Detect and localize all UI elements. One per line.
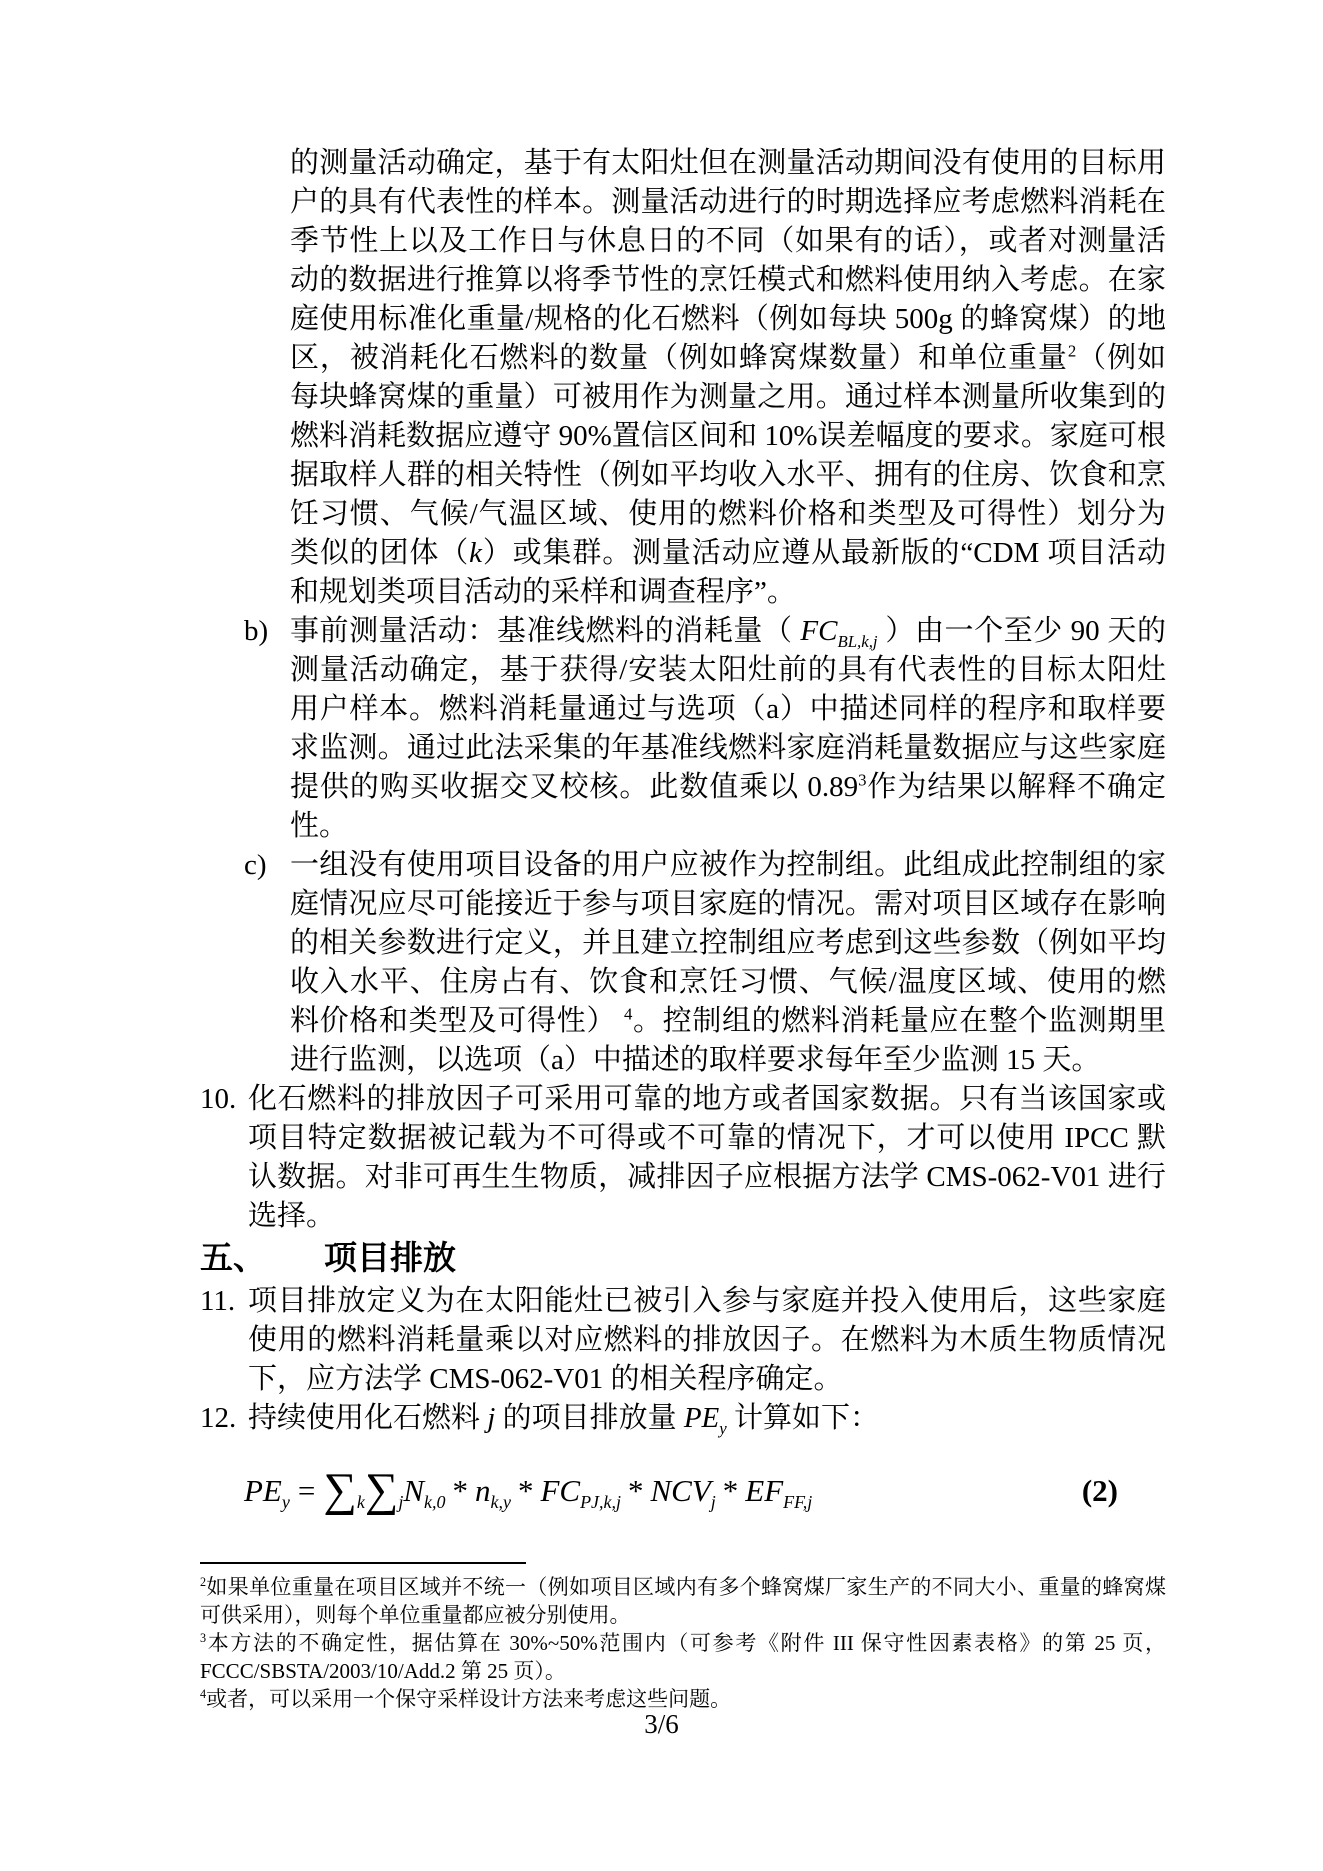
equals-sign: = (297, 1473, 316, 1508)
list-item-11-label: 11. (200, 1285, 236, 1317)
section-title: 项目排放 (324, 1241, 456, 1277)
variable-n-lower-subscript: k,y (490, 1492, 511, 1513)
list-item-12 (200, 1399, 1166, 1438)
section-heading (200, 1236, 1166, 1282)
list-item-10-text: 化石燃料的排放因子可采用可靠的地方或者国家数据。只有当该国家或项目特定数据被记载为不可得或不可靠的情况下，才可以使用 IPCC 默认数据。对非可再生生物质，减排因子应根据方法学 CMS-062-V01 进行选择。 (248, 1083, 1166, 1232)
list-item-b (200, 612, 1166, 846)
footnote-ref-2: 2 (1067, 341, 1077, 361)
list-item-11-text: 项目排放定义为在太阳能灶已被引入参与家庭并投入使用后，这些家庭使用的燃料消耗量乘以对应燃料的排放因子。在燃料为木质生物质情况下，应方法学 CMS-062-V01 的相关程序确定。 (248, 1285, 1166, 1395)
list-item-11 (200, 1282, 1166, 1399)
list-item-b-text-3: 作为结果以解释不确定性。 (290, 771, 1166, 842)
list-item-12-text-1: 持续使用化石燃料 (248, 1402, 488, 1434)
footnote-3-text: 本方法的不确定性，据估算在 30%~50%范围内（可参考《附件 III 保守性因素表格》的第 25 页，FCCC/SBSTA/2003/10/Add.2 第 25 页）。 (200, 1631, 1166, 1683)
variable-j: j (487, 1402, 496, 1434)
variable-n-lower: n (475, 1473, 491, 1508)
paragraph-a-text-2: （例如每块蜂窝煤的重量）可被用作为测量之用。通过样本测量所收集到的燃料消耗数据应遵守 90%置信区间和 10%误差幅度的要求。家庭可根据取样人群的相关特性（例如平均收入水平、拥有的住房、饮食和烹饪习惯、气候/气温区域、使用的燃料价格和类型及可得性）划分为类似的团体（ (290, 342, 1166, 569)
list-item-b-label: b) (244, 615, 269, 647)
equation-number: (2) (1081, 1473, 1118, 1508)
footnote-4-text: 或者，可以采用一个保守采样设计方法来考虑这些问题。 (206, 1687, 732, 1711)
paragraph-a-text-1: 的测量活动确定，基于有太阳灶但在测量活动期间没有使用的目标用户的具有代表性的样本。测量活动进行的时期选择应考虑燃料消耗在季节性上以及工作日与休息日的不同（如果有的话），或者对测量活动的数据进行推算以将季节性的烹饪模式和燃料使用纳入考虑。在家庭使用标准化重量/规格的化石燃料（例如每块 500g 的蜂窝煤）的地区，被消耗化石燃料的数量（例如蜂窝煤数量）和单位重量 (290, 147, 1166, 374)
footnote-ref-3: 3 (858, 770, 867, 790)
list-item-10 (200, 1080, 1166, 1236)
footnote-4-marker: 4 (200, 1687, 207, 1701)
list-item-c-text-1: 一组没有使用项目设备的用户应被作为控制组。此组成此控制组的家庭情况应尽可能接近于参与项目家庭的情况。需对项目区域存在影响的相关参数进行定义，并且建立控制组应考虑到这些参数（例如平均收入水平、住房占有、饮食和烹饪习惯、气候/温度区域、使用的燃料价格和类型及可得性） (290, 849, 1166, 1037)
variable-ef: EF (745, 1473, 784, 1508)
document-body (200, 144, 1166, 1516)
equation-2 (200, 1464, 1166, 1516)
variable-fc-pj-subscript: PJ,k,j (580, 1492, 621, 1513)
sum-index-j: j (398, 1492, 404, 1513)
footnote-ref-4: 4 (623, 1004, 633, 1024)
list-item-12-text-3: 计算如下： (726, 1402, 880, 1434)
variable-n-upper: N (403, 1473, 425, 1508)
variable-fc-bl: FC (800, 615, 838, 647)
sum-index-k: k (356, 1492, 365, 1513)
variable-ef-subscript: FF,j (783, 1492, 813, 1513)
variable-ncv-subscript: j (710, 1492, 716, 1513)
list-item-12-label: 12. (200, 1402, 237, 1434)
footnote-separator (200, 1562, 526, 1564)
multiply-asterisk: * (452, 1473, 468, 1508)
footnote-2 (200, 1573, 1166, 1629)
variable-k: k (469, 537, 482, 569)
footnote-3-marker: 3 (200, 1631, 207, 1645)
list-item-c-text-2: 。控制组的燃料消耗量应在整个监测期里进行监测，以选项（a）中描述的取样要求每年至少监测 15 天。 (290, 1005, 1166, 1076)
variable-pe-subscript: y (719, 1418, 727, 1438)
variable-fc-bl-subscript: BL,k,j (837, 631, 878, 651)
equation-lhs-subscript: y (281, 1492, 290, 1513)
section-number: 五、 (200, 1241, 266, 1277)
page-number: 3/6 (644, 1709, 679, 1739)
variable-pe: PE (683, 1402, 720, 1434)
multiply-asterisk: * (722, 1473, 739, 1508)
paragraph-a-continuation (200, 144, 1166, 612)
variable-n-upper-subscript: k,0 (424, 1492, 446, 1513)
variable-ncv: NCV (650, 1473, 711, 1508)
equation-2-expression (244, 1464, 813, 1516)
paragraph-a-text-3: ）或集群。测量活动应遵从最新版的“CDM 项目活动和规划类项目活动的采样和调查程序”。 (290, 537, 1166, 608)
footnote-2-text: 如果单位重量在项目区域并不统一（例如项目区域内有多个蜂窝煤厂家生产的不同大小、重量的蜂窝煤可供采用），则每个单位重量都应被分别使用。 (200, 1575, 1166, 1627)
list-item-b-text-1: 事前测量活动：基准线燃料的消耗量（ (290, 615, 801, 647)
list-item-10-label: 10. (200, 1083, 237, 1115)
footnote-3 (200, 1629, 1166, 1685)
equation-lhs: PE (244, 1473, 282, 1508)
multiply-asterisk: * (627, 1473, 644, 1508)
sum-symbol-k: ∑ (323, 1464, 357, 1516)
footnote-2-marker: 2 (200, 1575, 207, 1589)
footnotes-section (200, 1562, 1166, 1713)
list-item-c-label: c) (244, 849, 267, 881)
sum-symbol-j: ∑ (364, 1464, 399, 1516)
multiply-asterisk: * (517, 1473, 534, 1508)
variable-fc-pj: FC (540, 1473, 581, 1508)
list-item-c (200, 846, 1166, 1080)
list-item-b-text-2: ）由一个至少 90 天的测量活动确定，基于获得/安装太阳灶前的具有代表性的目标太阳灶用户样本。燃料消耗量通过与选项（a）中描述同样的程序和取样要求监测。通过此法采集的年基准线燃料家庭消耗量数据应与这些家庭提供的购买收据交叉校核。此数值乘以 0.89 (290, 615, 1166, 803)
list-item-12-text-2: 的项目排放量 (495, 1402, 684, 1434)
